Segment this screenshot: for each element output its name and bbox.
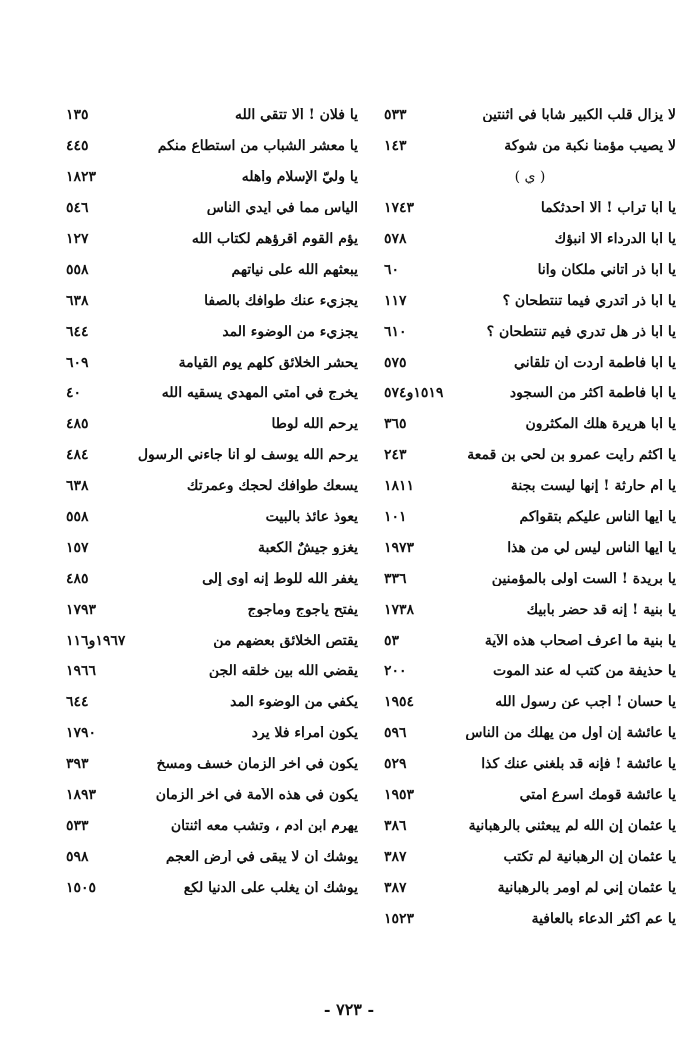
entry-page-number: ٦٤٤: [66, 323, 89, 340]
entry-page-number: ١٨٩٣: [66, 787, 97, 804]
entry-page-number: ٤٨٤: [66, 447, 89, 464]
entry-text: يا أيها الناس ليس لي من هذا: [507, 540, 676, 555]
entry-page-number: ٦٠٩: [66, 354, 89, 371]
index-entry: [66, 718, 358, 749]
entry-page-number: ٦٣٨: [66, 478, 89, 495]
index-entry: [66, 285, 358, 316]
entry-text: يا بريدة ! ألست أولى بالمؤمنين: [491, 571, 676, 586]
index-entry: [66, 594, 358, 625]
index-entry: [66, 471, 358, 502]
entry-text: يا بنية ما أعرف أصحاب هذه الآية: [484, 633, 676, 648]
index-entry: [66, 841, 358, 872]
index-entry: [66, 749, 358, 780]
index-entry: [384, 347, 676, 378]
entry-page-number: ٥٧٥: [384, 354, 407, 371]
index-entry: [66, 162, 358, 193]
entry-page-number: ٥٣٣: [66, 817, 89, 834]
entry-text: يؤم القوم أقرؤهم لكتاب الله: [191, 232, 358, 246]
index-column-left: [66, 100, 358, 903]
entry-page-number: ١٩٥٤: [384, 694, 415, 711]
entry-page-number: ١٩٧٣: [384, 539, 415, 556]
entry-text: يا أبا فاطمة أردت أن تلقاني: [514, 355, 676, 370]
entry-page-number: ٢٠٠: [384, 663, 407, 680]
section-letter-heading: [384, 162, 676, 193]
index-entry: [66, 502, 358, 533]
index-entry: [66, 872, 358, 903]
entry-page-number: ١٥٢٣: [384, 910, 415, 927]
entry-text: يا أبا الدرداء ألا أنبؤك: [554, 232, 676, 246]
entry-text: يا فلان ! ألا تتقي الله: [234, 108, 358, 123]
entry-page-number: ٦٤٤: [66, 694, 89, 711]
index-entry: [384, 409, 676, 440]
entry-text: يحشر الخلائق كلهم يوم القيامة: [178, 355, 358, 370]
entry-text: يا أبا ذر هل تدري فيم تنتطحان ؟: [486, 324, 676, 339]
index-entry: [384, 687, 676, 718]
entry-page-number: ١٥٧: [66, 539, 89, 556]
index-entry: [384, 656, 676, 687]
entry-text: يسعك طوافك لحجك وعمرتك: [186, 479, 358, 494]
index-entry: [384, 841, 676, 872]
entry-page-number: ٥٩٦: [384, 725, 407, 742]
entry-text: يهرم ابن آدم ، وتشب معه اثنتان: [170, 818, 358, 833]
index-entry: [384, 100, 676, 131]
entry-text: لا يصيب مؤمناً نكبة من شوكة: [504, 139, 676, 154]
index-entry: [384, 131, 676, 162]
page-number: - ٧٢٣ -: [323, 1000, 375, 1019]
entry-page-number: ١٨١١: [384, 478, 415, 495]
entry-page-number: ٥٣٣: [384, 107, 407, 124]
entry-text: يا عائشة ! فإنه قد بلغني عنك كذا: [481, 757, 676, 772]
entry-page-number: ٤٨٥: [66, 416, 89, 433]
entry-page-number: ٥٢٩: [384, 756, 407, 773]
index-entry: [384, 563, 676, 594]
entry-text: يكون في هذه الأمة في آخر الزمان: [155, 788, 358, 803]
entry-page-number: ١٩٥٣: [384, 787, 415, 804]
entry-page-number: ٥٧٨: [384, 231, 407, 247]
index-entry: [384, 285, 676, 316]
entry-text: يا أبا هريرة هلك المكثرون: [525, 417, 676, 432]
index-entry: [66, 563, 358, 594]
entry-text: يا أم حارثة ! إنها ليست بجنة: [510, 479, 676, 494]
index-entry: [384, 502, 676, 533]
entry-text: يا أيها الناس عليكم بتقواكم: [519, 510, 676, 525]
entry-page-number: ٣٨٦: [384, 817, 407, 834]
entry-text: يا حسان ! أجب عن رسول الله: [495, 695, 676, 710]
index-entry: [384, 749, 676, 780]
index-entry: [384, 471, 676, 502]
entry-text: يا أبا تراب ! ألا أحدثكما: [540, 201, 676, 216]
entry-page-number: ٣٩٣: [66, 756, 89, 773]
entry-text: يوشك أن يغلب على الدنيا لكع: [183, 880, 358, 895]
index-entry: [66, 780, 358, 811]
entry-page-number: ١٤٣: [384, 138, 407, 155]
entry-page-number: ١٣٥: [66, 107, 89, 124]
entry-page-number: ١٠١: [384, 509, 407, 526]
entry-text: يا حذيفة من كتب له عند الموت: [492, 664, 676, 679]
entry-text: يا عائشة قومك أسرع أمتي: [519, 788, 676, 803]
entry-text: يقضي الله بين خلقه الجن: [208, 664, 358, 679]
entry-page-number: ٤٤٥: [66, 138, 89, 155]
entry-text: يرحم الله يوسف لو أنا جاءني الرسول: [137, 448, 358, 463]
entry-page-number: ٥٥٨: [66, 509, 89, 526]
index-entry: [66, 440, 358, 471]
entry-text: يوشك أن لا يبقى في أرض العجم: [165, 849, 358, 864]
index-entry: [384, 254, 676, 285]
index-entry: [66, 687, 358, 718]
entry-page-number: ١١٧: [384, 292, 407, 309]
entry-text: يقتص الخلائق بعضهم من: [213, 633, 358, 648]
entry-page-number: ٣٣٦: [384, 570, 407, 587]
index-column-right: [384, 100, 676, 934]
index-entry: [384, 718, 676, 749]
entry-page-number: ١٩٦٧و١١٦: [66, 632, 126, 649]
entry-text: يغزو جيشٌ الكعبة: [258, 540, 358, 555]
index-entry: [66, 810, 358, 841]
entry-text: يا عثمان إني لم أومر بالرهبانية: [497, 880, 676, 895]
entry-page-number: ٦١٠: [384, 323, 407, 340]
entry-page-number: ٣٨٧: [384, 879, 407, 896]
entry-page-number: ٦٠: [384, 261, 400, 278]
index-entry: [66, 254, 358, 285]
index-entry: [66, 378, 358, 409]
index-entry: [66, 316, 358, 347]
entry-page-number: ٣٨٧: [384, 848, 407, 865]
index-entry: [384, 903, 676, 934]
entry-text: يخرج في أمتي المهدي يسقيه الله: [161, 386, 358, 401]
section-letter: ( ي ): [514, 170, 546, 185]
entry-page-number: ١٨٢٣: [66, 169, 97, 186]
index-entry: [66, 409, 358, 440]
index-entry: [66, 347, 358, 378]
entry-page-number: ٢٤٣: [384, 447, 407, 464]
entry-page-number: ١٧٩٣: [66, 601, 97, 618]
entry-text: يجزيء عنك طوافك بالصفا: [204, 293, 358, 308]
index-entry: [384, 780, 676, 811]
entry-text: يا أبا ذر أتاني ملكان وأنا: [537, 262, 676, 277]
entry-page-number: ٤٨٥: [66, 570, 89, 587]
entry-page-number: ١٥١٩و٥٧٤: [384, 385, 444, 402]
entry-page-number: ١٧٣٨: [384, 601, 415, 618]
entry-text: يا معشر الشباب من استطاع منكم: [157, 139, 358, 154]
entry-text: يا عثمان إن الله لم يبعثني بالرهبانية: [468, 818, 676, 833]
entry-page-number: ٥٤٦: [66, 200, 89, 217]
entry-page-number: ١٧٤٣: [384, 200, 415, 217]
entry-text: لا يزال قلب الكبير شاباً في اثنتين: [482, 108, 676, 123]
index-entry: [384, 625, 676, 656]
index-entry: [384, 378, 676, 409]
index-entry: [384, 594, 676, 625]
entry-text: اليأس مما في أيدي الناس: [206, 201, 358, 216]
entry-text: يا بنية ! إنه قد حضر بأبيك: [526, 602, 676, 617]
entry-text: يرحم الله لوطاً: [271, 417, 358, 432]
entry-page-number: ٣٦٥: [384, 416, 407, 433]
index-entry: [66, 625, 358, 656]
index-entry: [384, 872, 676, 903]
entry-text: يا عم أكثر الدعاء بالعافية: [531, 911, 676, 926]
index-entry: [384, 224, 676, 255]
entry-text: يا عثمان إن الرهبانية لم تكتب: [503, 849, 676, 864]
entry-text: يا أبا ذر أتدري فيما تنتطحان ؟: [502, 293, 676, 308]
entry-page-number: ٤٠: [66, 385, 82, 402]
entry-page-number: ١٩٦٦: [66, 663, 97, 680]
entry-page-number: ١٧٩٠: [66, 725, 97, 742]
index-entry: [66, 131, 358, 162]
entry-text: يكون في آخر الزمان خسف ومسخ: [156, 757, 358, 772]
index-entry: [66, 193, 358, 224]
entry-text: يكون أمراء فلا يرد: [251, 726, 358, 741]
entry-text: يا أبا فاطمة أكثر من السجود: [509, 386, 676, 401]
index-entry: [66, 532, 358, 563]
entry-text: يعوذ عائذ بالبيت: [265, 510, 358, 525]
entry-page-number: ٦٣٨: [66, 292, 89, 309]
index-entry: [384, 316, 676, 347]
index-entry: [66, 224, 358, 255]
index-entry: [384, 440, 676, 471]
entry-text: يا أكثم رأيت عمرو بن لحي بن قمعة: [467, 448, 676, 463]
entry-page-number: ٥٣: [384, 632, 400, 649]
index-entry: [384, 810, 676, 841]
entry-text: يغفر الله للوط إنه أوى إلى: [202, 571, 358, 586]
index-entry: [66, 100, 358, 131]
entry-page-number: ٥٩٨: [66, 848, 89, 865]
entry-page-number: ١٥٠٥: [66, 879, 97, 896]
index-entry: [384, 532, 676, 563]
index-entry: [384, 193, 676, 224]
entry-page-number: ١٢٧: [66, 231, 89, 247]
entry-text: يفتح يأجوج ومأجوج: [247, 602, 358, 617]
entry-text: يا عائشة إن أول من يهلك من الناس: [465, 726, 676, 741]
entry-text: يا وليّ الإسلام وأهله: [241, 170, 358, 185]
entry-text: يبعثهم الله على نياتهم: [231, 262, 358, 277]
entry-page-number: ٥٥٨: [66, 261, 89, 278]
index-entry: [66, 656, 358, 687]
entry-text: يجزيء من الوضوء المد: [222, 324, 358, 339]
entry-text: يكفي من الوضوء المد: [230, 695, 358, 710]
